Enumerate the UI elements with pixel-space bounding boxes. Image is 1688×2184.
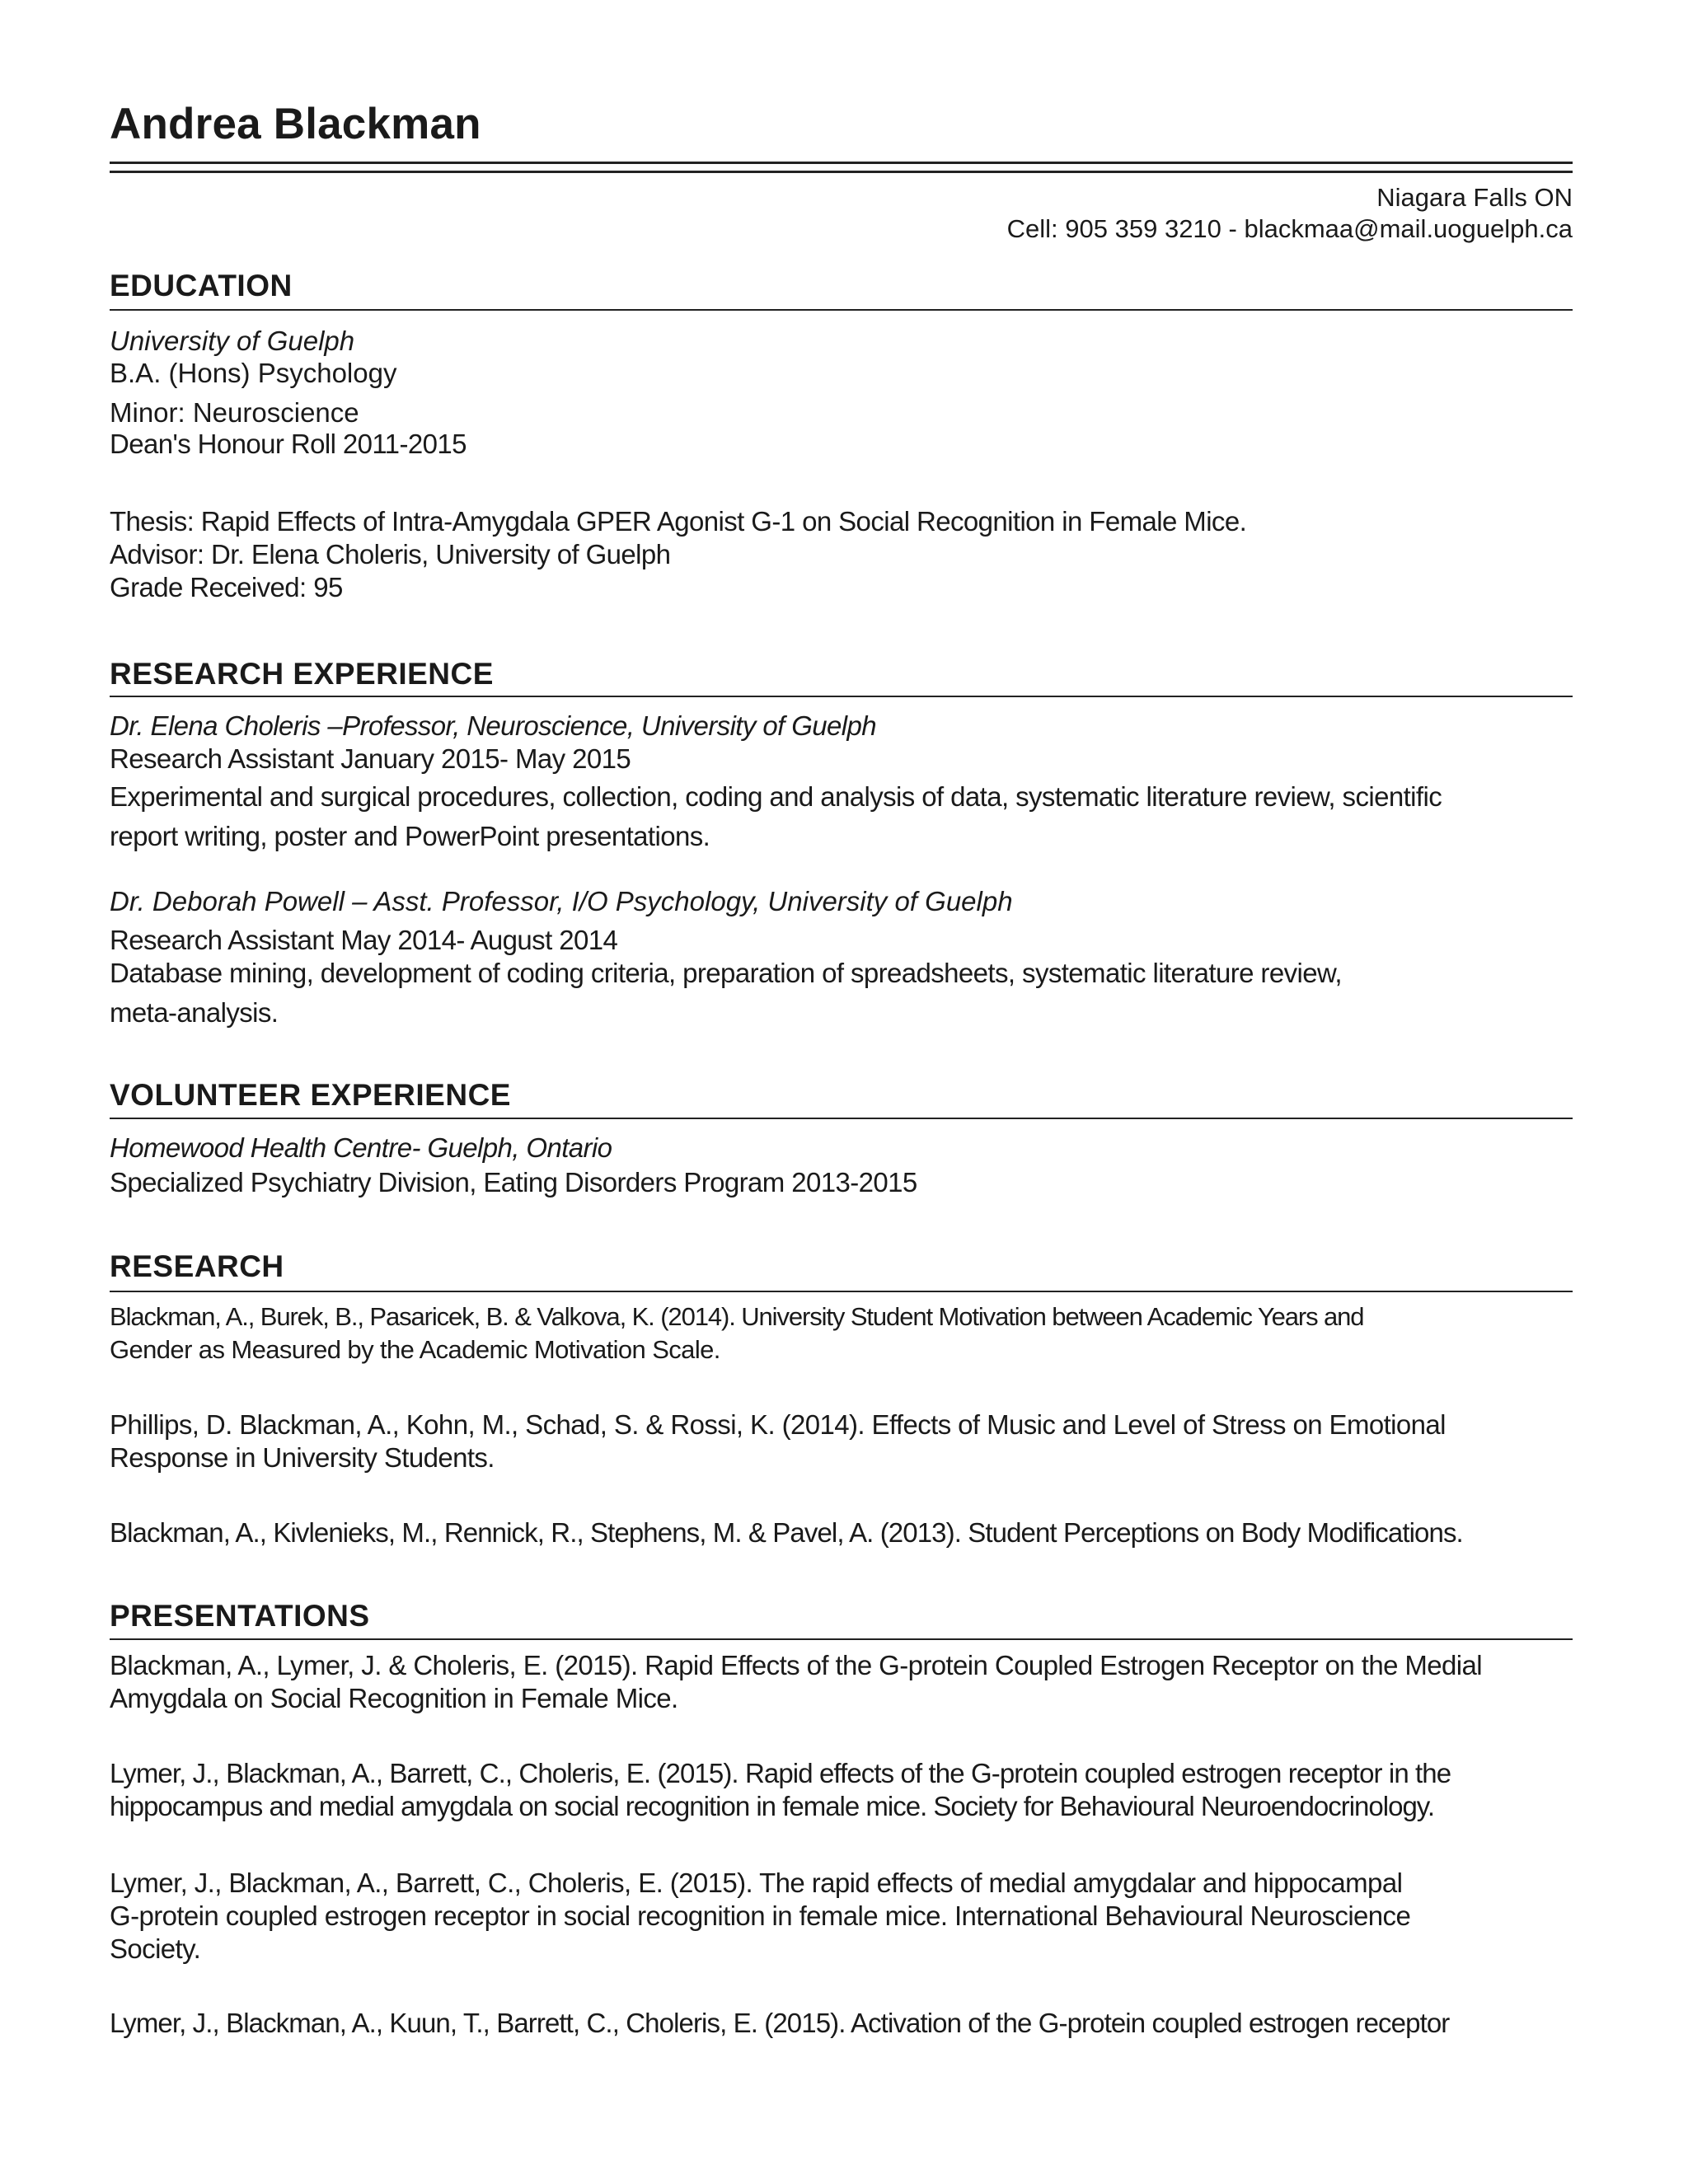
research-citation-line: Blackman, A., Burek, B., Pasaricek, B. & Valkova, K. (2014). University Student Motivation between Academic Years and bbox=[110, 1302, 1364, 1331]
research-citation-line: Phillips, D. Blackman, A., Kohn, M., Schad, S. & Rossi, K. (2014). Effects of Music and Level of Stress on Emotional bbox=[110, 1409, 1446, 1440]
education-thesis: Thesis: Rapid Effects of Intra-Amygdala GPER Agonist G-1 on Social Recognition in Female Mice. bbox=[110, 506, 1247, 537]
section-rule-research bbox=[110, 1291, 1573, 1292]
volunteer-org: Homewood Health Centre- Guelph, Ontario bbox=[110, 1132, 612, 1163]
education-degree: B.A. (Hons) Psychology bbox=[110, 358, 397, 388]
presentation-citation-line: Lymer, J., Blackman, A., Kuun, T., Barrett, C., Choleris, E. (2015). Activation of the G-protein coupled estrogen receptor bbox=[110, 2008, 1450, 2038]
presentation-citation-line: hippocampus and medial amygdala on social recognition in female mice. Society for Behavioural Neuroendocrinology. bbox=[110, 1791, 1435, 1821]
research-exp-supervisor: Dr. Elena Choleris –Professor, Neuroscience, University of Guelph bbox=[110, 710, 877, 741]
section-title-education: EDUCATION bbox=[110, 269, 293, 302]
research-exp-role: Research Assistant May 2014- August 2014 bbox=[110, 925, 618, 955]
section-rule-presentations bbox=[110, 1638, 1573, 1640]
research-exp-desc-line: Database mining, development of coding criteria, preparation of spreadsheets, systematic literature review, bbox=[110, 958, 1342, 988]
section-rule-research-experience bbox=[110, 696, 1573, 697]
research-exp-role: Research Assistant January 2015- May 2015 bbox=[110, 743, 631, 774]
research-exp-desc-line: meta-analysis. bbox=[110, 997, 279, 1028]
volunteer-role: Specialized Psychiatry Division, Eating Disorders Program 2013-2015 bbox=[110, 1167, 917, 1197]
presentation-citation-line: Society. bbox=[110, 1933, 201, 1964]
section-title-volunteer: VOLUNTEER EXPERIENCE bbox=[110, 1078, 511, 1112]
candidate-name: Andrea Blackman bbox=[110, 100, 481, 148]
education-honour: Dean's Honour Roll 2011-2015 bbox=[110, 429, 467, 459]
section-title-research-experience: RESEARCH EXPERIENCE bbox=[110, 657, 494, 691]
education-grade: Grade Received: 95 bbox=[110, 572, 343, 602]
presentation-citation-line: G-protein coupled estrogen receptor in social recognition in female mice. International Behavioural Neuroscience bbox=[110, 1900, 1411, 1931]
education-institution: University of Guelph bbox=[110, 326, 355, 356]
education-minor: Minor: Neuroscience bbox=[110, 397, 359, 428]
contact-location: Niagara Falls ON bbox=[1376, 183, 1573, 212]
research-citation-line: Blackman, A., Kivlenieks, M., Rennick, R., Stephens, M. & Pavel, A. (2013). Student Perceptions on Body Modifications. bbox=[110, 1517, 1463, 1548]
research-citation-line: Response in University Students. bbox=[110, 1442, 495, 1473]
section-rule-volunteer bbox=[110, 1118, 1573, 1119]
presentation-citation-line: Amygdala on Social Recognition in Female Mice. bbox=[110, 1683, 678, 1713]
research-exp-desc-line: Experimental and surgical procedures, collection, coding and analysis of data, systematic literature review, scientific bbox=[110, 781, 1442, 812]
section-title-research: RESEARCH bbox=[110, 1249, 284, 1283]
header-double-rule bbox=[110, 162, 1573, 173]
research-exp-desc-line: report writing, poster and PowerPoint presentations. bbox=[110, 821, 710, 851]
presentation-citation-line: Lymer, J., Blackman, A., Barrett, C., Choleris, E. (2015). Rapid effects of the G-protein coupled estrogen receptor in the bbox=[110, 1758, 1451, 1788]
contact-phone-email: Cell: 905 359 3210 - blackmaa@mail.uoguelph.ca bbox=[1006, 214, 1573, 243]
presentation-citation-line: Blackman, A., Lymer, J. & Choleris, E. (2015). Rapid Effects of the G-protein Coupled Estrogen Receptor on the Medial bbox=[110, 1650, 1483, 1680]
presentation-citation-line: Lymer, J., Blackman, A., Barrett, C., Choleris, E. (2015). The rapid effects of medial amygdalar and hippocampal bbox=[110, 1868, 1403, 1898]
research-exp-supervisor: Dr. Deborah Powell – Asst. Professor, I/O Psychology, University of Guelph bbox=[110, 886, 1013, 916]
research-citation-line: Gender as Measured by the Academic Motivation Scale. bbox=[110, 1335, 720, 1364]
section-rule-education bbox=[110, 309, 1573, 311]
education-advisor: Advisor: Dr. Elena Choleris, University of Guelph bbox=[110, 539, 671, 569]
section-title-presentations: PRESENTATIONS bbox=[110, 1599, 370, 1633]
